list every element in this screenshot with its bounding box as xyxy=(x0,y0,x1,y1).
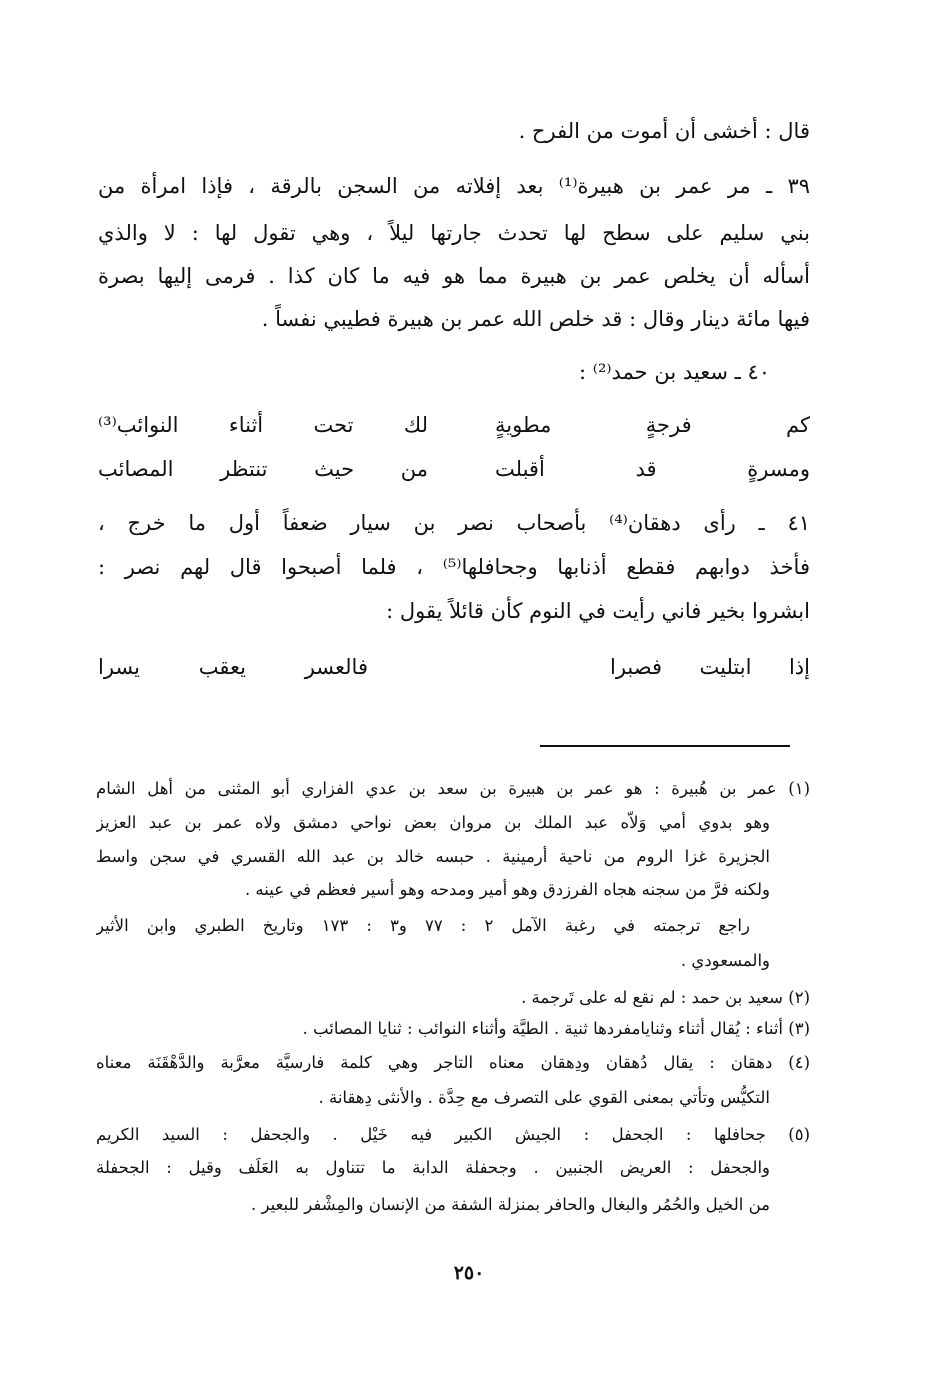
body-line: فيها مائة دينار وقال : قد خلص الله عمر بن هبيرة فطيبي نفساً . xyxy=(261,307,810,331)
poem-hemistich-left: من حيث تنتظر المصائب xyxy=(98,457,428,481)
poem-verse xyxy=(98,650,810,684)
body-line: قال : أخشى أن أموت من الفرح . xyxy=(518,119,810,143)
footnote-separator xyxy=(540,745,790,747)
footnote-line: (٢) سعيد بن حمد : لم نقع له على تَرجمة . xyxy=(521,988,810,1007)
body-line: فأخذ دوابهم فقطع أذنابها وجحافلها⁽⁵⁾ ، فلما أصبحوا قال لهم نصر : xyxy=(98,555,810,579)
footnote-line: راجع ترجمته في رغبة الآمل ٢ : ٧٧ و٣ : ١٧٣ وتاريخ الطبري وابن الأثير xyxy=(96,916,750,935)
footnote-line: والجحفل : العريض الجنبين . وجحفلة الدابة ما تتناول به العَلَف وقيل : الجحفلة xyxy=(96,1158,770,1177)
body-line: بني سليم على سطح لها تحدث جارتها ليلاً ، وهي تقول لها : لا والذي xyxy=(98,221,810,245)
body-line: ابشروا بخير فاني رأيت في النوم كأن قائلاً يقول : xyxy=(386,599,810,623)
footnote-line: التكيُّس وتأتي بمعنى القوي على التصرف مع حِدَّة . والأنثى دِهقانة . xyxy=(318,1088,770,1107)
page-number: ٢٥٠ xyxy=(453,1262,485,1284)
footnote-line: وهو بدوي أمي وَلاّه عبد الملك بن مروان بعض نواحي دمشق ولاه عمر بن عبد العزيز xyxy=(96,813,770,832)
poem-verse xyxy=(98,408,810,442)
footnote-line: ولكنه فرَّ من سجنه هجاه الفرزدق وهو أمير ومدحه وهو أسير فعظم في عينه . xyxy=(244,880,770,899)
poem-hemistich-right: كم فرجةٍ مطويةٍ xyxy=(495,413,810,437)
body-line: ٤١ ـ رأى دهقان⁽⁴⁾ بأصحاب نصر بن سيار ضعفاً أول ما خرج ، xyxy=(98,511,810,535)
poem-hemistich-left: لك تحت أثناء النوائب⁽³⁾ xyxy=(98,413,428,437)
footnote-line: الجزيرة غزا الروم من ناحية أرمينية . حبسه خالد بن عبد الله القسري في سجن واسط xyxy=(96,847,770,866)
footnote-line: من الخيل والحُمُر والبغال والحافر بمنزلة الشفة من الإنسان والمِشْفر للبعير . xyxy=(251,1195,770,1214)
footnote-line: (١) عمر بن هُبيرة : هو عمر بن هبيرة بن سعد بن عدي الفزاري أبو المثنى من أهل الشام xyxy=(96,779,810,798)
poem-hemistich-right: ومسرةٍ قد أقبلت xyxy=(495,457,810,481)
footnote-line: (٤) دهقان : يقال دُهقان ودِهقان معناه التاجر وهي كلمة فارسيَّة معرَّبة والدَّهْقَنَة معناه xyxy=(96,1053,810,1072)
footnote-line: (٥) جحافلها : الجحفل : الجيش الكبير فيه خَيْل . والجحفل : السيد الكريم xyxy=(96,1125,810,1144)
body-line: ٣٩ ـ مر عمر بن هبيرة⁽¹⁾ بعد إفلاته من السجن بالرقة ، فإذا امرأة من xyxy=(98,174,810,198)
footnote-line: والمسعودي . xyxy=(680,951,770,970)
poem-verse xyxy=(98,452,810,486)
body-line: أسأله أن يخلص عمر بن هبيرة مما هو فيه ما كان كذا . فرمى إليها بصرة xyxy=(98,264,810,288)
poem-hemistich-left: فالعسر يعقب يسرا xyxy=(98,655,368,679)
footnote-line: (٣) أثناء : يُقال أثناء وثنايامفردها ثنية . الطيَّة وأثناء النوائب : ثنايا المصائب . xyxy=(302,1019,810,1038)
poem-hemistich-right: إذا ابتليت فصبرا xyxy=(610,655,810,679)
body-line: ٤٠ ـ سعيد بن حمد⁽²⁾ : xyxy=(579,360,770,384)
